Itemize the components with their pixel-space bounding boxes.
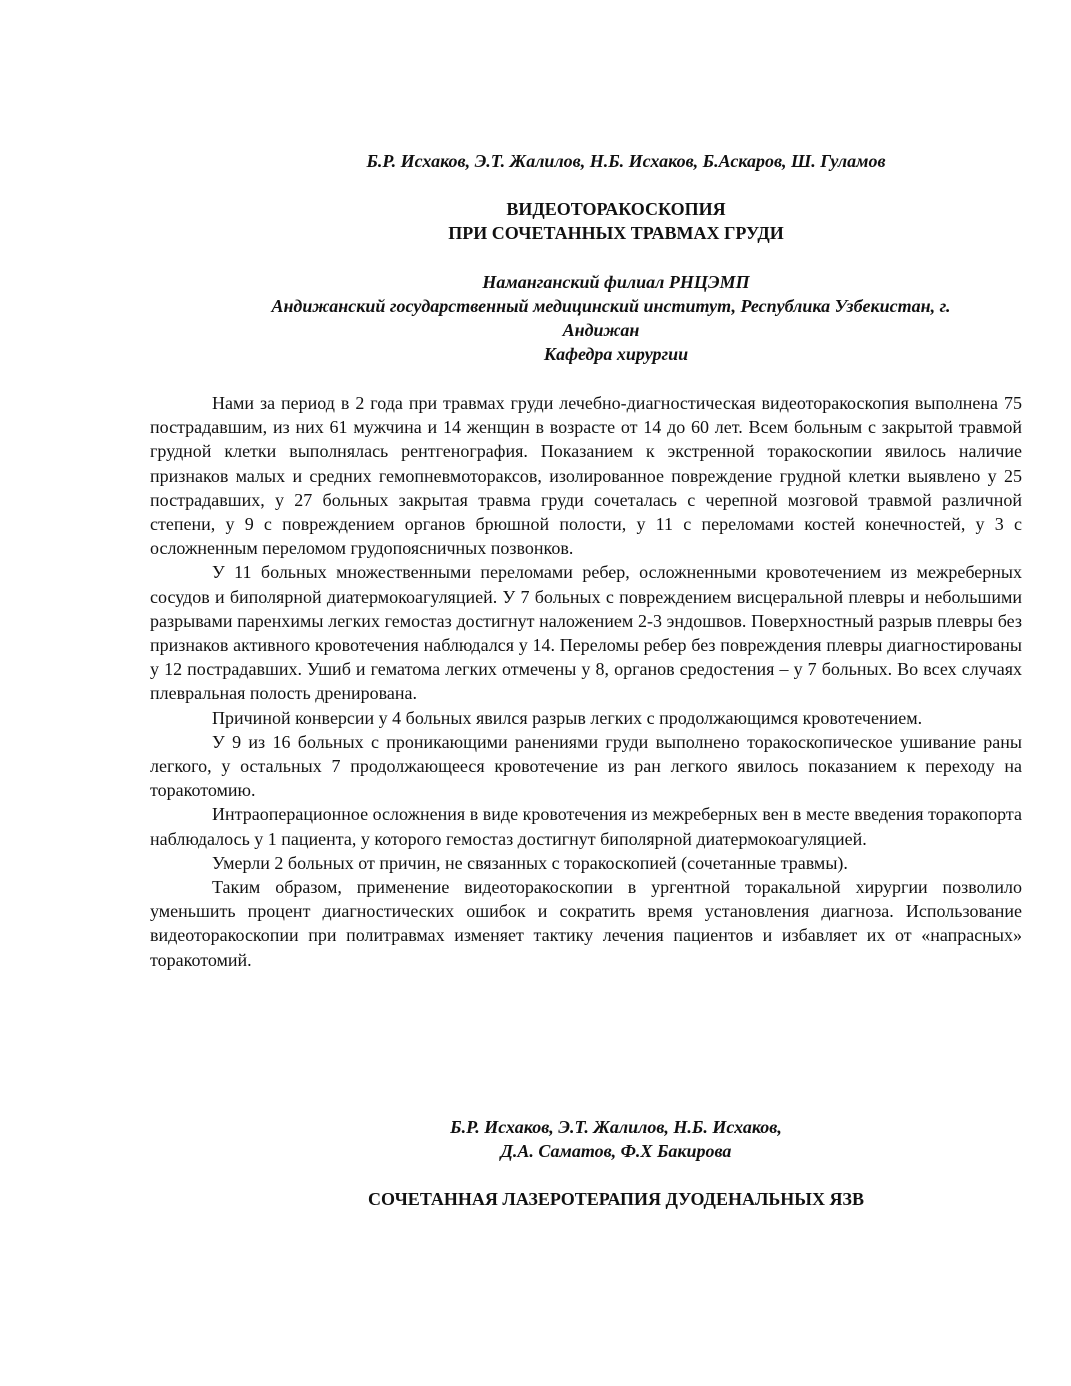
article2-title — [150, 1187, 1022, 1211]
affiliation-line3: Андижан — [562, 320, 640, 340]
article2-authors — [150, 1115, 1022, 1163]
paragraph: У 11 больных множественными переломами ребер, осложненными кровотечением из межреберных сосудов и биполярной диатермокоагуляцией. У 7 больных с повреждением висцеральной плевры и небольшими разрывами паренхимы легких гемостаз достигнут наложением 2-3 эндошвов. Поверхностный разрыв плевры без признаков активного кровотечения наблюдался у 14. Переломы ребер без повреждения плевры диагностированы у 12 пострадавших. Ушиб и гематома легких отмечены у 8, органов средостения – у 7 больных. Во всех случаях плевральная полость дренирована. — [150, 562, 1022, 704]
paragraph: Таким образом, применение видеоторакоскопии в ургентной торакальной хирургии позволило уменьшить процент диагностических ошибок и сократить время установления диагноза. Использование видеоторакоскопии при политравмах изменяет тактику лечения пациентов и избавляет их от «напрасных» торакотомий. — [150, 877, 1022, 970]
affiliation-line4: Кафедра хирургии — [543, 344, 689, 364]
article1-title-line2: ПРИ СОЧЕТАННЫХ ТРАВМАХ ГРУДИ — [448, 223, 784, 243]
article2-title-line: СОЧЕТАННАЯ ЛАЗЕРОТЕРАПИЯ ДУОДЕНАЛЬНЫХ ЯЗВ — [368, 1189, 864, 1209]
article1-affiliation — [150, 270, 1022, 366]
paragraph: Умерли 2 больных от причин, не связанных с торакоскопией (сочетанные травмы). — [212, 852, 848, 873]
article1-title-line1: ВИДЕОТОРАКОСКОПИЯ — [506, 199, 726, 219]
article2-authors-line1: Б.Р. Исхаков, Э.Т. Жалилов, Н.Б. Исхаков, — [450, 1117, 782, 1137]
paragraph: У 9 из 16 больных с проникающими ранениями груди выполнено торакоскопическое ушивание раны легкого, у остальных 7 продолжающееся кровотечение из ран легкого явилось показанием к переходу на торакотомию. — [150, 731, 1022, 801]
document-page — [150, 0, 1022, 1386]
affiliation-line2: Андижанский государственный медицинский институт, Республика Узбекистан, г. — [271, 296, 951, 316]
paragraph: Интраоперационное осложнения в виде кровотечения из межреберных вен в месте введения торакопорта наблюдалось у 1 пациента, у которого гемостаз достигнут биполярной диатермокоагуляцией. — [150, 804, 1022, 849]
article1-authors: Б.Р. Исхаков, Э.Т. Жалилов, Н.Б. Исхаков, Б.Аскаров, Ш. Гуламов — [366, 151, 886, 171]
paragraph: Нами за период в 2 года при травмах груди лечебно-диагностическая видеоторакоскопия выполнена 75 пострадавшим, из них 61 мужчина и 14 женщин в возрасте от 14 до 60 лет. Всем больным с закрытой травмой грудной клетки выполнялась рентгенография. Показанием к экстренной торакоскопии явилось наличие признаков малых и средних гемопневмотораксов, изолированное повреждение грудной клетки выявлено у 25 пострадавших, у 27 больных закрытая травма груди сочеталась с черепной мозговой травмой различной степени, у 9 с повреждением органов брюшной полости, у 11 с переломами костей конечностей, у 3 с осложненным переломом грудопоясничных позвонков. — [150, 393, 1022, 559]
article1-body — [150, 391, 1022, 972]
article1-title — [150, 197, 1022, 245]
affiliation-line1: Наманганский филиал РНЦЭМП — [482, 272, 750, 292]
paragraph: Причиной конверсии у 4 больных явился разрыв легких с продолжающимся кровотечением. — [212, 707, 923, 728]
article2-authors-line2: Д.А. Саматов, Ф.Х Бакирова — [500, 1141, 732, 1161]
